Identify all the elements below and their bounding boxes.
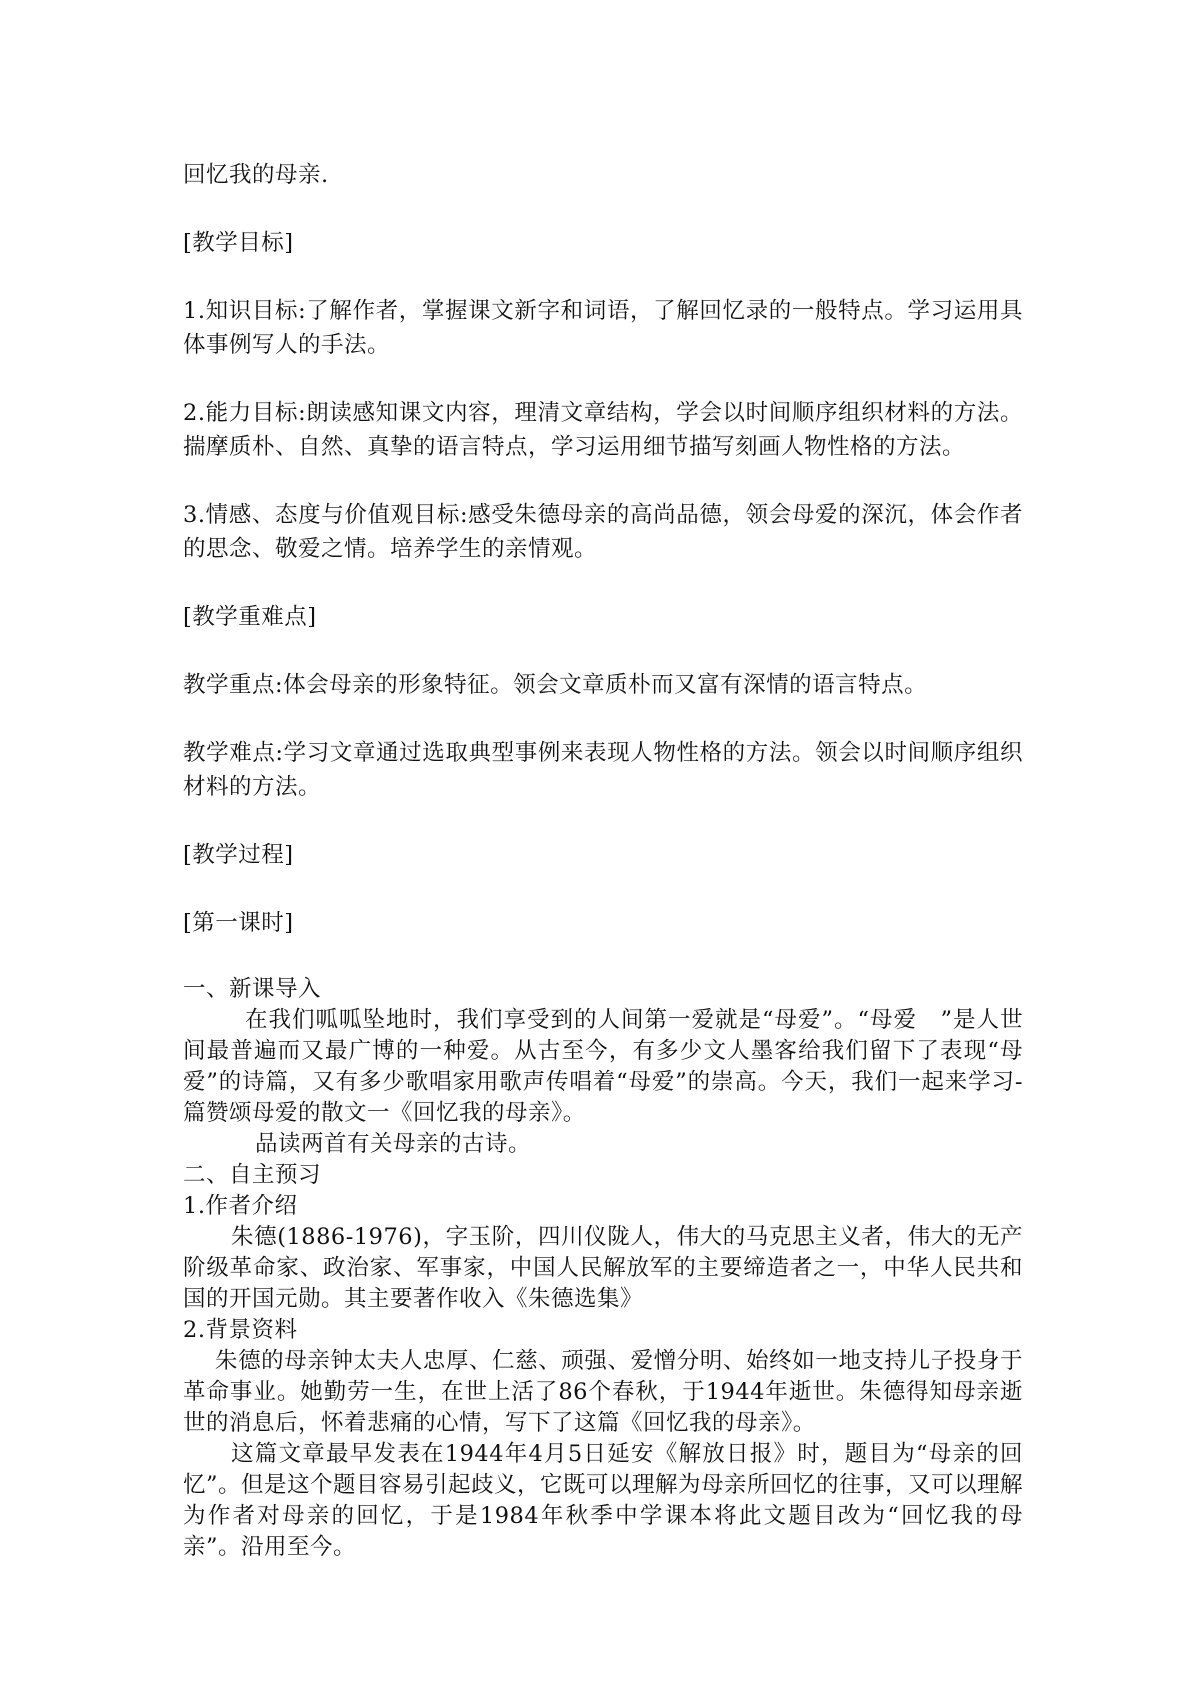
- goal-emotion: 3.情感、态度与价值观目标:感受朱德母亲的高尚品德，领会母爱的深沉，体会作者的思念、敬爱之情。培养学生的亲情观。: [183, 502, 1023, 562]
- part-intro-text: 在我们呱呱坠地时，我们享受到的人间第一爱就是“母爱”。“母爱 ”是人世间最普遍而又最广博的一种爱。从古至今，有多少文人墨客给我们留下了表现“母爱”的诗篇，又有多少歌唱家用歌声传唱着“母爱”的崇高。今天，我们一起来学习- 篇赞颂母爱的散文一《回忆我的母亲》。: [183, 1007, 1047, 1126]
- goal-ability: 2.能力目标:朗读感知课文内容，理清文章结构，学会以时间顺序组织材料的方法。揣摩质朴、自然、真挚的语言特点，学习运用细节描写刻画人物性格的方法。: [183, 400, 1023, 460]
- author-intro-title: 1.作者介绍: [183, 1193, 298, 1219]
- author-intro-text: 朱德(1886-1976)，字玉阶，四川仪陇人，伟大的马克思主义者，伟大的无产阶级革命家、政治家、军事家，中国人民解放军的主要缔造者之一，中华人民共和国的开国元勋。其主要著作收入《朱德选集》: [183, 1224, 1023, 1312]
- background-text-1: 朱德的母亲钟太夫人忠厚、仁慈、顽强、爱憎分明、始终如一地支持儿子投身于革命事业。她勤劳一生，在世上活了86个春秋，于1944年逝世。朱德得知母亲逝世的消息后，怀着悲痛的心情，写下了这篇《回忆我的母亲》。: [183, 1348, 1023, 1436]
- part-intro-title: 一、新课导入: [183, 976, 322, 1002]
- background-title: 2.背景资料: [183, 1317, 298, 1343]
- document-title: 回忆我的母亲.: [183, 162, 329, 188]
- part-intro-poem: 品读两首有关母亲的古诗。: [255, 1131, 532, 1157]
- difficult-point: 教学难点:学习文章通过选取典型事例来表现人物性格的方法。领会以时间顺序组织材料的方法。: [183, 740, 1023, 800]
- teaching-goals-header: [教学目标]: [183, 230, 294, 256]
- key-point: 教学重点:体会母亲的形象特征。领会文章质朴而又富有深情的语言特点。: [183, 672, 928, 698]
- document-page: [183, 158, 1047, 1563]
- background-text-2: 这篇文章最早发表在1944年4月5日延安《解放日报》时，题目为“母亲的回忆”。但是这个题目容易引起歧义，它既可以理解为母亲所回忆的往事，又可以理解为作者对母亲的回忆，于是1984年秋季中学课本将此文题目改为“回忆我的母亲”。沿用至今。: [183, 1441, 1024, 1560]
- goal-knowledge: 1.知识目标:了解作者，掌握课文新字和词语，了解回忆录的一般特点。学习运用具体事例写人的手法。: [183, 298, 1023, 358]
- part-preview-title: 二、自主预习: [183, 1162, 322, 1188]
- key-difficult-header: [教学重难点]: [183, 604, 317, 630]
- lesson-header: [第一课时]: [183, 910, 294, 936]
- process-header: [教学过程]: [183, 842, 294, 868]
